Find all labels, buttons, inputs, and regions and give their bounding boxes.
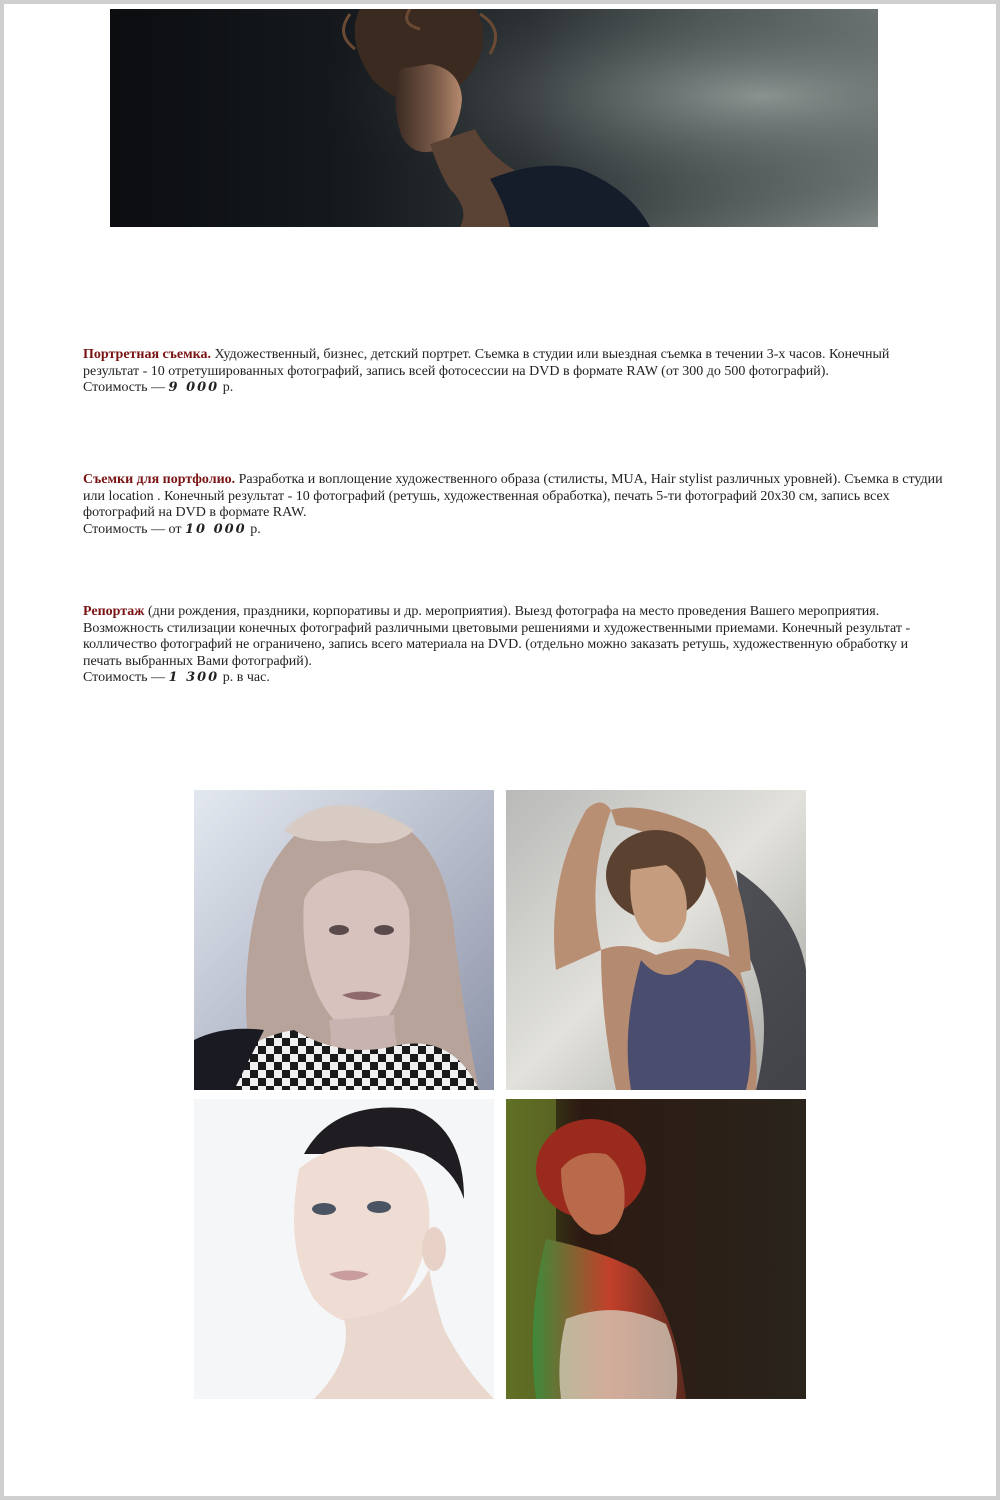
price-label: Стоимость (83, 521, 148, 537)
photo-gallery (194, 790, 806, 1399)
price-value: 1 300 (168, 670, 220, 685)
service-portrait-title: Портретная съемка. (83, 347, 212, 362)
price-prefix: — (147, 380, 169, 395)
service-reportage-description: (дни рождения, праздники, корпоративы и др. мероприятия). Выезд фотографа на место проведения Вашего мероприятия. Возможность стилизации конечных фотографий различными цветовыми решениями и художественными приемами. Конечный результат - колличество фотографий не ограничено, запись всего материала на DVD. (отдельно можно заказать ретушь, художественную обработку и печать выбранных Вами фотографий). (83, 604, 911, 669)
price-value: 9 000 (168, 380, 220, 395)
service-reportage-price-line (83, 670, 949, 687)
gallery-photo-red-green-lit (506, 1099, 806, 1399)
service-portrait-price-line (83, 380, 949, 397)
price-label: Стоимость (83, 380, 148, 395)
service-portrait-description: Художественный, бизнес, детский портрет. Съемка в студии или выездная съемка в течении 3-х часов. Конечный результат - 10 отретушированных фотографий, запись всей фотосессии на DVD в формате RAW (от 300 до 500 фотографий). (83, 347, 890, 379)
service-portfolio-price-line (83, 522, 949, 539)
price-suffix: р. (246, 521, 261, 537)
gallery-photo-arms-raised (506, 790, 806, 1090)
service-reportage (83, 604, 949, 687)
price-suffix: р. в час. (219, 670, 270, 685)
price-prefix: — от (147, 521, 185, 537)
service-portfolio-title: Съемки для портфолио. (83, 472, 236, 487)
price-label: Стоимость (83, 670, 148, 685)
service-reportage-text (83, 604, 949, 670)
price-value: 10 000 (184, 521, 247, 537)
service-portrait-text (83, 347, 949, 380)
price-prefix: — (147, 670, 169, 685)
gallery-photo-blonde-portrait (194, 790, 494, 1090)
service-portrait (83, 347, 949, 397)
gallery-photo-beauty-portrait (194, 1099, 494, 1399)
service-reportage-title: Репортаж (83, 604, 145, 619)
hero-banner-image (110, 9, 878, 227)
price-suffix: р. (219, 380, 234, 395)
service-portfolio (83, 472, 949, 538)
service-portfolio-description: Разработка и воплощение художественного образа (стилисты, MUA, Hair stylist различных уровней). Съемка в студии или location . Конечный результат - 10 фотографий (ретушь, художественная обработка), печать 5-ти фотографий 20х30 см, запись всех фотографий на DVD в формате RAW. (83, 472, 943, 520)
service-portfolio-text (83, 472, 949, 522)
